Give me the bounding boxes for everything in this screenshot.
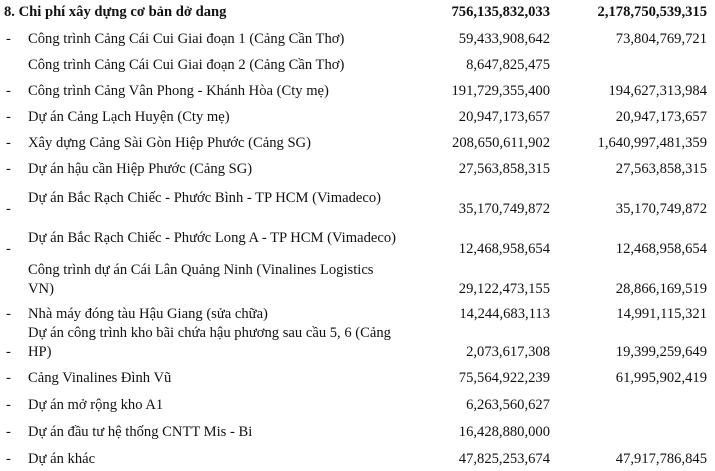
row-value-current: 35,170,749,872 xyxy=(458,201,550,217)
row-label: - Dự án Cảng Lạch Huyện (Cty mẹ) xyxy=(6,109,230,125)
row-label-continued: VN) xyxy=(28,281,54,297)
row-label: - Dự án đầu tư hệ thống CNTT Mis - Bi xyxy=(6,424,253,440)
row-value-prior: 20,947,173,657 xyxy=(615,109,707,125)
row-label: - Cảng Vinalines Đình Vũ xyxy=(6,370,172,386)
row-value-current: 208,650,611,902 xyxy=(452,135,550,151)
row-value-prior: 61,995,902,419 xyxy=(615,370,707,386)
row-value-prior: 47,917,786,845 xyxy=(615,451,707,467)
row-label: Dự án Bắc Rạch Chiếc - Phước Long A - TP HCM (Vimadeco) xyxy=(28,230,396,246)
row-value-prior: 27,563,858,315 xyxy=(615,161,707,177)
row-label: - Công trình Cảng Vân Phong - Khánh Hòa (Cty mẹ) xyxy=(6,83,329,99)
row-label: - Dự án mở rộng kho A1 xyxy=(6,397,164,413)
row-value-prior: 35,170,749,872 xyxy=(615,201,707,217)
row-value-current: 27,563,858,315 xyxy=(458,161,550,177)
row-value-current: 75,564,922,239 xyxy=(458,370,550,386)
row-value-prior: 194,627,313,984 xyxy=(608,83,707,99)
row-dash: - xyxy=(6,201,11,217)
row-value-current: 191,729,355,400 xyxy=(451,83,550,99)
row-label: Dự án Bắc Rạch Chiếc - Phước Bình - TP HCM (Vimadeco) xyxy=(28,190,381,206)
row-value-current: 47,825,253,674 xyxy=(458,451,550,467)
row-value-prior: 1,640,997,481,359 xyxy=(597,135,707,151)
row-value-prior: 19,399,259,649 xyxy=(615,344,707,360)
section-title: 8. Chi phí xây dựng cơ bản dở dang xyxy=(4,4,227,20)
row-label: Công trình dự án Cái Lân Quảng Ninh (Vinalines Logistics xyxy=(28,262,374,278)
header-value-prior: 2,178,750,539,315 xyxy=(597,4,707,20)
row-value-current: 12,468,958,654 xyxy=(458,241,550,257)
row-value-prior: 73,804,769,721 xyxy=(615,31,707,47)
row-value-current: 6,263,560,627 xyxy=(466,397,550,413)
row-value-current: 16,428,880,000 xyxy=(458,424,550,440)
row-value-current: 14,244,683,113 xyxy=(459,306,550,322)
row-value-prior: 14,991,115,321 xyxy=(616,306,707,322)
row-label-continued: - HP) xyxy=(6,344,52,360)
row-value-current: 20,947,173,657 xyxy=(458,109,550,125)
row-label: Dự án công trình kho bãi chứa hậu phương sau cầu 5, 6 (Cảng xyxy=(28,325,391,341)
row-value-current: 59,433,908,642 xyxy=(458,31,550,47)
row-label: - Xây dựng Cảng Sài Gòn Hiệp Phước (Cảng SG) xyxy=(6,135,311,151)
row-value-current: 29,122,473,155 xyxy=(458,281,550,297)
row-value-current: 2,073,617,308 xyxy=(466,344,550,360)
row-value-prior: 12,468,958,654 xyxy=(615,241,707,257)
row-value-current: 8,647,825,475 xyxy=(466,57,550,73)
row-label: - Dự án khác xyxy=(6,451,96,467)
row-label: - Nhà máy đóng tàu Hậu Giang (sửa chữa) xyxy=(6,306,268,322)
header-value-current: 756,135,832,033 xyxy=(451,4,550,20)
row-dash: - xyxy=(6,241,11,257)
row-label: - Dự án hậu cần Hiệp Phước (Cảng SG) xyxy=(6,161,253,177)
row-value-prior: 28,866,169,519 xyxy=(615,281,707,297)
row-label: - Công trình Cảng Cái Cui Giai đoạn 1 (Cảng Cần Thơ) xyxy=(6,31,345,47)
row-label: Công trình Cảng Cái Cui Giai đoạn 2 (Cảng Cần Thơ) xyxy=(28,57,345,73)
